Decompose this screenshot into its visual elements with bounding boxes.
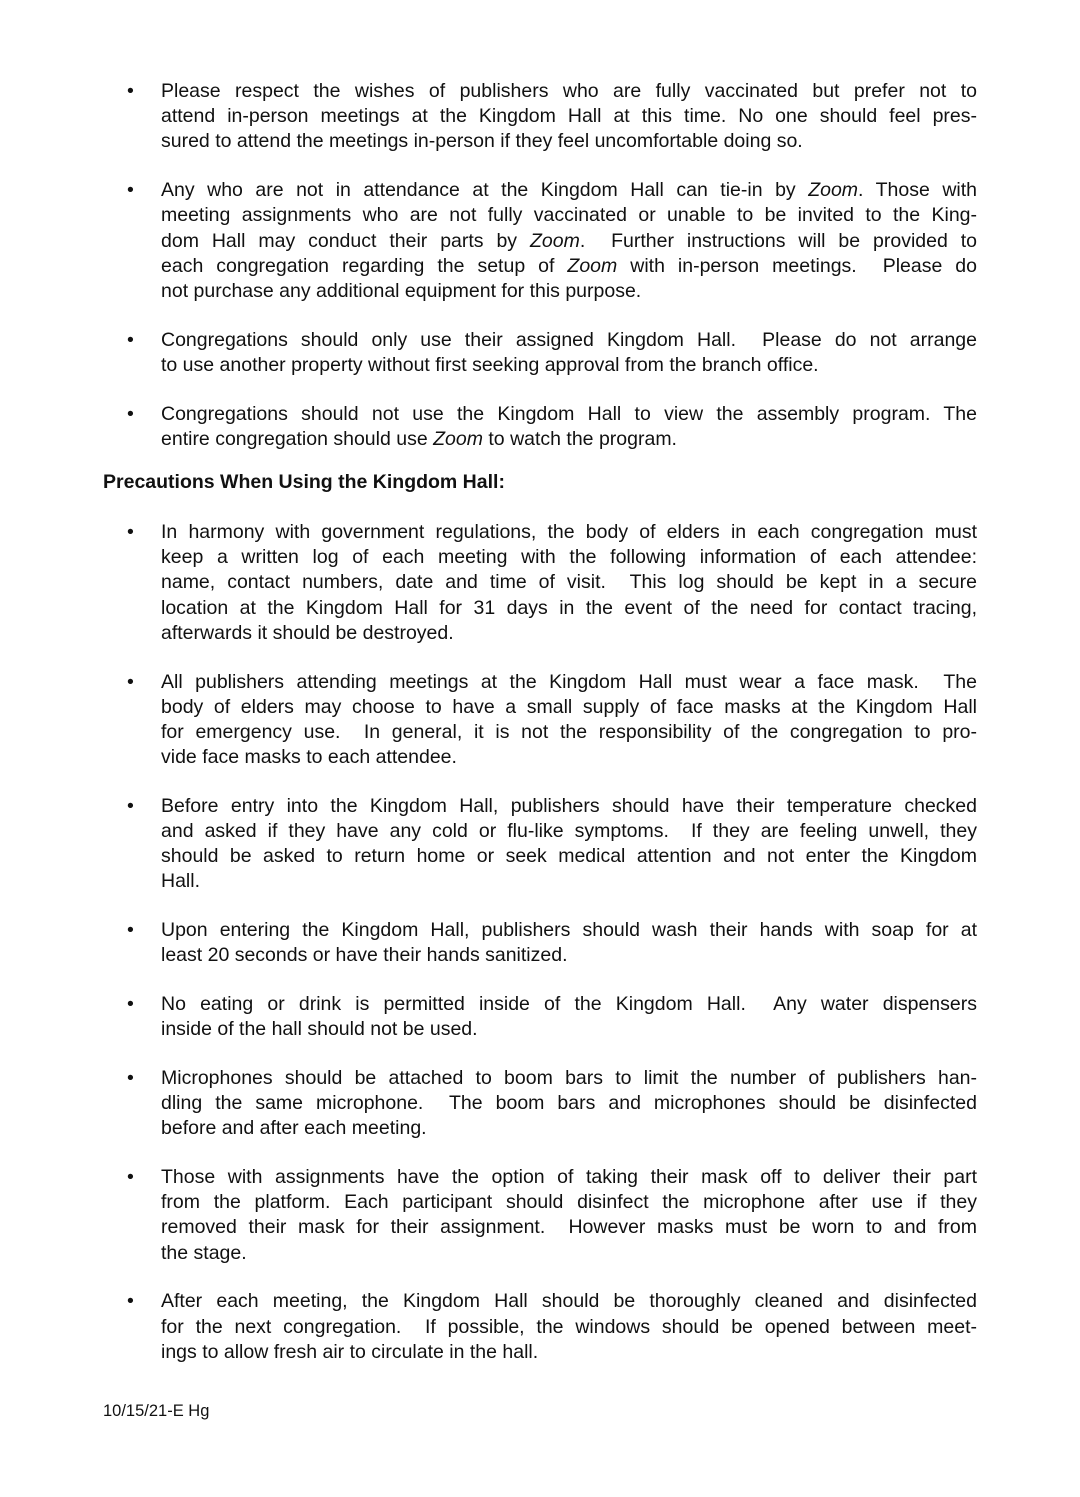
list-item-text-line: Upon entering the Kingdom Hall, publishers should wash their hands with soap for at <box>161 919 977 942</box>
list-item-text-line: inside of the hall should not be used. <box>161 1018 478 1041</box>
bullet-icon: • <box>127 328 134 351</box>
bullet-icon: • <box>127 670 134 693</box>
list-item <box>0 918 977 968</box>
list-item-text-line: dom Hall may conduct their parts by Zoom. Further instructions will be provided to <box>161 229 978 252</box>
list-item-text-line: All publishers attending meetings at the Kingdom Hall must wear a face mask. The <box>161 670 977 693</box>
list-item-text-line: for the next congregation. If possible, the windows should be opened between meet- <box>161 1315 977 1338</box>
list-item <box>0 178 977 304</box>
list-item-text-line: not purchase any additional equipment for this purpose. <box>161 279 642 302</box>
bullet-list-precautions <box>0 520 1080 1388</box>
bullet-icon: • <box>127 794 134 817</box>
list-item-text-line: body of elders may choose to have a small supply of face masks at the Kingdom Hall <box>161 695 977 718</box>
document-footer-code: 10/15/21-E Hg <box>103 1402 210 1420</box>
list-item-text-line: Congregations should not use the Kingdom Hall to view the assembly program. The <box>161 402 977 425</box>
list-item-text-line: the stage. <box>161 1241 247 1264</box>
list-item <box>0 670 977 771</box>
list-item-text-line: dling the same microphone. The boom bars and microphones should be disinfected <box>161 1092 977 1115</box>
list-item-text-line: each congregation regarding the setup of Zoom with in-person meetings. Please do <box>161 254 977 277</box>
list-item <box>0 520 977 646</box>
list-item-text-line: from the platform. Each participant should disinfect the microphone after use if they <box>161 1191 977 1214</box>
list-item <box>0 402 977 452</box>
list-item <box>0 992 977 1042</box>
list-item <box>0 1165 977 1266</box>
list-item <box>0 1289 977 1365</box>
list-item <box>0 794 977 895</box>
list-item-text-line: before and after each meeting. <box>161 1117 427 1140</box>
list-item-text-line: No eating or drink is permitted inside of the Kingdom Hall. Any water dispensers <box>161 993 977 1016</box>
bullet-icon: • <box>127 1066 134 1089</box>
section-heading: Precautions When Using the Kingdom Hall: <box>103 471 505 493</box>
list-item-text-line: for emergency use. In general, it is not the responsibility of the congregation to pro- <box>161 720 977 743</box>
list-item-text-line: vide face masks to each attendee. <box>161 746 457 769</box>
list-item-text-line: Before entry into the Kingdom Hall, publishers should have their temperature checked <box>161 794 977 817</box>
bullet-icon: • <box>127 1290 134 1313</box>
list-item-text-line: and asked if they have any cold or flu-like symptoms. If they are feeling unwell, they <box>161 820 977 843</box>
list-item-text-line: keep a written log of each meeting with the following information of each attendee: <box>161 546 977 569</box>
list-item-text-line: In harmony with government regulations, the body of elders in each congregation must <box>161 521 977 543</box>
bullet-icon: • <box>127 993 134 1016</box>
list-item-text-line: should be asked to return home or seek medical attention and not enter the Kingdom <box>161 845 977 868</box>
list-item-text-line: Please respect the wishes of publishers who are fully vaccinated but prefer not to <box>161 80 977 102</box>
list-item-text-line: Any who are not in attendance at the Kingdom Hall can tie-in by Zoom. Those with <box>161 179 978 202</box>
bullet-icon: • <box>127 1166 134 1189</box>
list-item-text-line: to use another property without first seeking approval from the branch office. <box>161 353 819 376</box>
list-item-text-line: name, contact numbers, date and time of visit. This log should be kept in a secure <box>161 571 977 594</box>
list-item-text-line: Congregations should only use their assigned Kingdom Hall. Please do not arrange <box>161 328 977 351</box>
list-item-text-line: Microphones should be attached to boom bars to limit the number of publishers han- <box>161 1066 977 1089</box>
bullet-icon: • <box>127 179 134 202</box>
bullet-list-general <box>0 79 1080 475</box>
bullet-icon: • <box>127 919 134 942</box>
list-item <box>0 328 977 378</box>
list-item-text-line: afterwards it should be destroyed. <box>161 621 454 644</box>
list-item-text-line: meeting assignments who are not fully vaccinated or unable to be invited to the King- <box>161 204 977 227</box>
bullet-icon: • <box>127 521 134 543</box>
list-item-text-line: After each meeting, the Kingdom Hall should be thoroughly cleaned and disinfected <box>161 1290 977 1313</box>
list-item-text-line: sured to attend the meetings in-person if they feel uncomfortable doing so. <box>161 130 803 153</box>
list-item-text-line: attend in-person meetings at the Kingdom Hall at this time. No one should feel pres- <box>161 105 977 128</box>
list-item-text-line: ings to allow fresh air to circulate in the hall. <box>161 1340 539 1363</box>
list-item-text-line: removed their mask for their assignment. However masks must be worn to and from <box>161 1216 977 1239</box>
list-item-text-line: least 20 seconds or have their hands sanitized. <box>161 944 568 967</box>
list-item <box>0 1066 977 1142</box>
bullet-icon: • <box>127 402 134 425</box>
list-item-text-line: Hall. <box>161 870 201 893</box>
list-item-text-line: entire congregation should use Zoom to watch the program. <box>161 427 677 450</box>
list-item-text-line: location at the Kingdom Hall for 31 days in the event of the need for contact tracing, <box>161 596 977 619</box>
list-item <box>0 79 977 155</box>
list-item-text-line: Those with assignments have the option of taking their mask off to deliver their part <box>161 1166 977 1189</box>
bullet-icon: • <box>127 80 134 102</box>
